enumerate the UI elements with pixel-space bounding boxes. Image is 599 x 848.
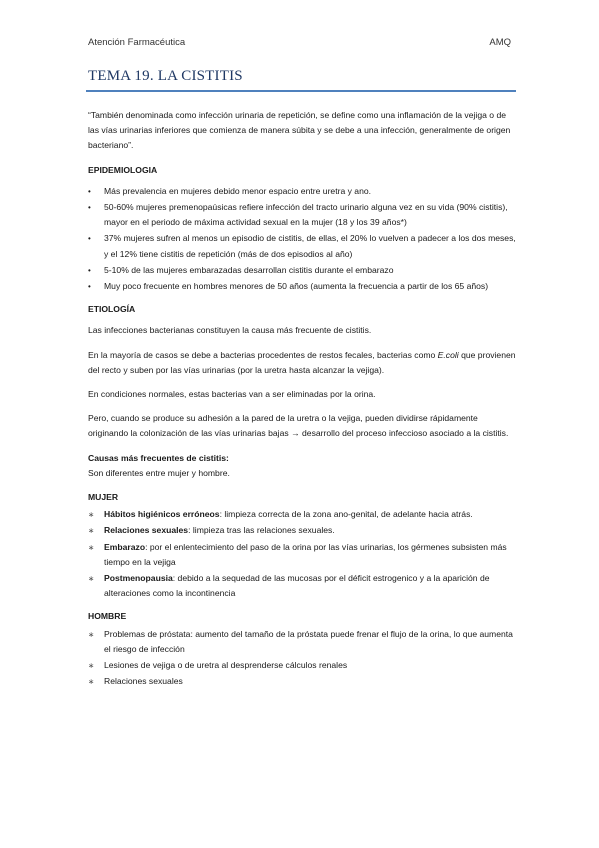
list-item: • Muy poco frecuente en hombres menores de 50 años (aumenta la frecuencia a partir de los 65 años)	[88, 279, 518, 294]
ecoli-term: E.coli	[437, 349, 459, 360]
list-item: ∗ Postmenopausia: debido a la sequedad de las mucosas por el déficit estrogenico y a la aparición de alteraciones como la incontinencia	[88, 573, 490, 599]
section-heading-mujer: MUJER	[88, 492, 119, 503]
section-heading-epidemiologia: EPIDEMIOLOGIA	[88, 164, 158, 175]
title-underline	[86, 90, 516, 92]
header-right: AMQ	[489, 37, 511, 48]
asterisk-icon: ∗	[88, 629, 95, 639]
etiologia-paragraph-2: En la mayoría de casos se debe a bacterias procedentes de restos fecales, bacterias como E.coli que provienen del recto y suben por las vías urinarias (por la uretra hasta alcanzar la vejiga).	[88, 349, 516, 375]
etiologia-paragraph-3: En condiciones normales, estas bacterias van a ser eliminadas por la orina.	[88, 389, 376, 400]
asterisk-icon: ∗	[88, 677, 95, 687]
list-item: • 50-60% mujeres premenopaúsicas refiere infección del tracto urinario alguna vez en su vida (90% cistitis), mayor en el periodo de máxima actividad sexual en la mujer (18 y los 39 años*)	[88, 202, 508, 228]
document-body	[88, 108, 518, 698]
list-item: ∗ Embarazo: por el enlentecimiento del paso de la orina por las vías urinarias, los gérmenes subsisten más tiempo en la vejiga	[88, 541, 507, 567]
list-item: • 37% mujeres sufren al menos un episodio de cistitis, de ellas, el 20% lo vuelven a padecer a los dos meses, y el 12% tiene cistitis de repetición (más de dos episodios al año)	[88, 233, 516, 259]
bullet-icon: •	[88, 282, 91, 292]
list-item: ∗ Hábitos higiénicos erróneos: limpieza correcta de la zona ano-genital, de adelante hacia atrás.	[88, 507, 518, 522]
section-heading-etiologia: ETIOLOGÍA	[88, 304, 136, 315]
asterisk-icon: ∗	[88, 661, 95, 671]
list-item: • Más prevalencia en mujeres debido menor espacio entre uretra y ano.	[88, 184, 518, 199]
bullet-icon: •	[88, 186, 91, 196]
asterisk-icon: ∗	[88, 542, 95, 552]
etiologia-paragraph-1: Las infecciones bacterianas constituyen la causa más frecuente de cistitis.	[88, 325, 372, 336]
causas-heading: Causas más frecuentes de cistitis:	[88, 452, 229, 463]
list-item: ∗ Problemas de próstata: aumento del tamaño de la próstata puede frenar el flujo de la orina, lo que aumenta el riesgo de infección	[88, 628, 513, 654]
asterisk-icon: ∗	[88, 526, 95, 536]
bullet-icon: •	[88, 203, 91, 213]
asterisk-icon: ∗	[88, 510, 95, 520]
causas-subtitle: Son diferentes entre mujer y hombre.	[88, 467, 230, 478]
causas-block	[88, 451, 518, 481]
page-title: TEMA 19. LA CISTITIS	[88, 68, 243, 84]
header-left: Atención Farmacéutica	[88, 37, 186, 48]
intro-paragraph: “También denominada como infección urinaria de repetición, se define como una inflamación de la vejiga o de las vías urinarias inferiores que comienza de manera súbita y se debe a una infección, generalmente de origen bacteriano”.	[88, 110, 511, 151]
etiologia-paragraph-4: Pero, cuando se produce su adhesión a la pared de la uretra o la vejiga, pueden dividirse rápidamente originando la colonización de las vías urinarias bajas → desarrollo del proceso infeccioso asociado a la cistitis.	[88, 413, 509, 439]
list-item: ∗ Relaciones sexuales	[88, 674, 518, 689]
list-item: • 5-10% de las mujeres embarazadas desarrollan cistitis durante el embarazo	[88, 263, 518, 278]
list-item: ∗ Lesiones de vejiga o de uretra al desprenderse cálculos renales	[88, 658, 518, 673]
asterisk-icon: ∗	[88, 574, 95, 584]
bullet-icon: •	[88, 265, 91, 275]
list-item: ∗ Relaciones sexuales: limpieza tras las relaciones sexuales.	[88, 523, 518, 538]
bullet-icon: •	[88, 234, 91, 244]
mujer-list	[88, 507, 518, 601]
epidemiologia-list	[88, 184, 518, 294]
section-heading-hombre: HOMBRE	[88, 611, 127, 622]
hombre-list	[88, 627, 518, 690]
